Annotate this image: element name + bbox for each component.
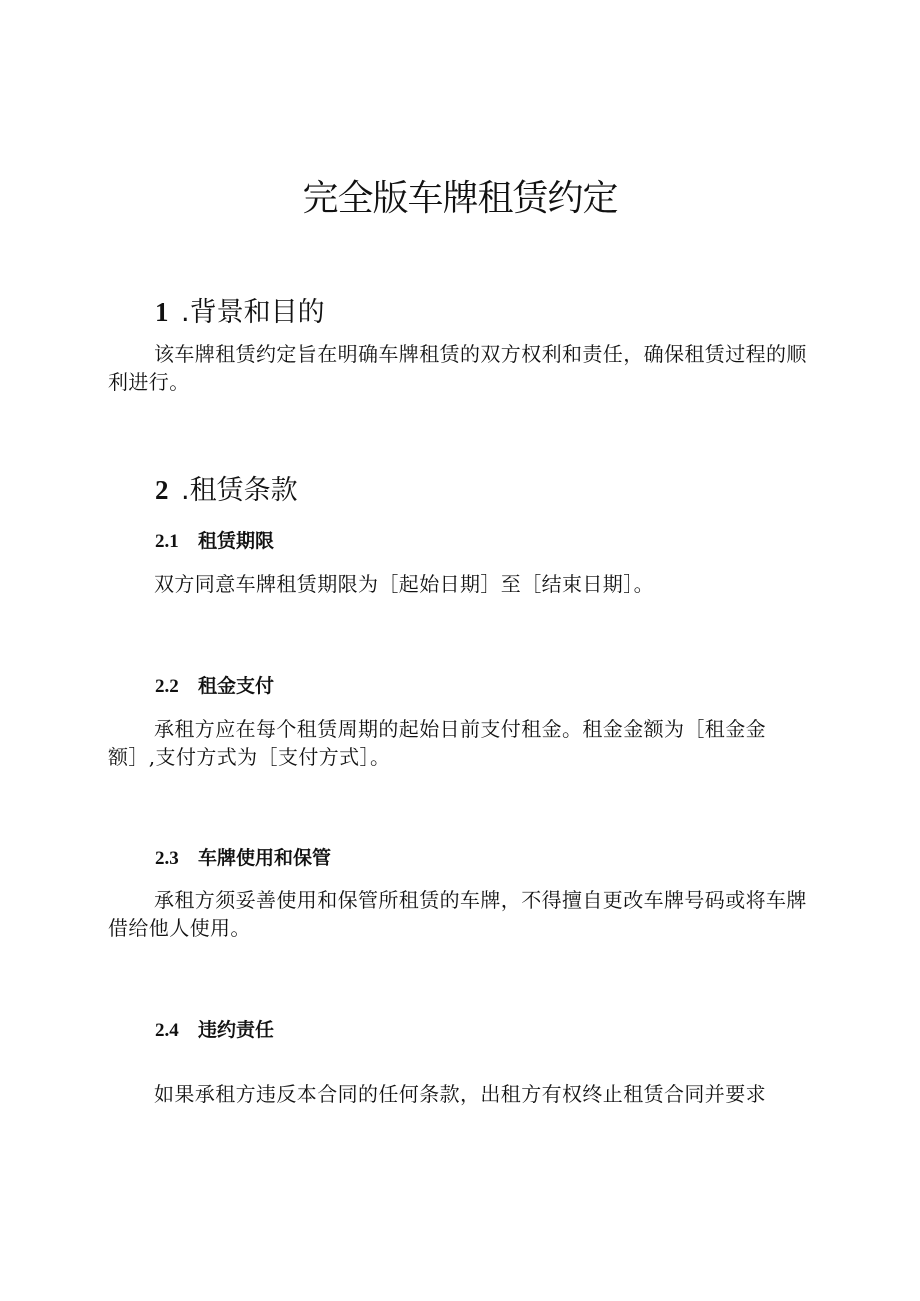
- subsection-2-3-paragraph: 承租方须妥善使用和保管所租赁的车牌，不得擅自更改车牌号码或将车牌借给他人使用。: [108, 888, 807, 940]
- section-number: 1: [155, 297, 169, 327]
- section-heading-1: [155, 290, 325, 329]
- subsection-title: 租赁期限: [198, 530, 275, 552]
- subsection-number: 2.4: [155, 1020, 179, 1041]
- subsection-2-4-paragraph: 如果承租方违反本合同的任何条款，出租方有权终止租赁合同并要求: [154, 1082, 766, 1106]
- section-title: .租赁条款: [181, 475, 298, 506]
- section-1-paragraph: 该车牌租赁约定旨在明确车牌租赁的双方权利和责任，确保租赁过程的顺利进行。: [108, 342, 807, 394]
- subsection-number: 2.1: [155, 531, 179, 552]
- subsection-heading-2-4: [155, 1015, 274, 1042]
- section-title: .背景和目的: [181, 297, 325, 328]
- section-heading-2: [155, 468, 298, 507]
- subsection-title: 租金支付: [198, 675, 275, 697]
- subsection-heading-2-3: [155, 843, 331, 870]
- subsection-number: 2.2: [155, 676, 179, 697]
- section-number: 2: [155, 475, 169, 505]
- subsection-number: 2.3: [155, 848, 179, 869]
- subsection-heading-2-1: [155, 526, 274, 553]
- subsection-title: 违约责任: [198, 1019, 275, 1041]
- subsection-heading-2-2: [155, 671, 274, 698]
- subsection-2-1-paragraph: 双方同意车牌租赁期限为［起始日期］至［结束日期］。: [154, 572, 654, 596]
- subsection-title: 车牌使用和保管: [198, 847, 332, 869]
- subsection-2-2-paragraph: 承租方应在每个租赁周期的起始日前支付租金。租金金额为［租金金额］,支付方式为［支付方式］。: [108, 717, 766, 769]
- document-title: 完全版车牌租赁约定: [302, 178, 618, 219]
